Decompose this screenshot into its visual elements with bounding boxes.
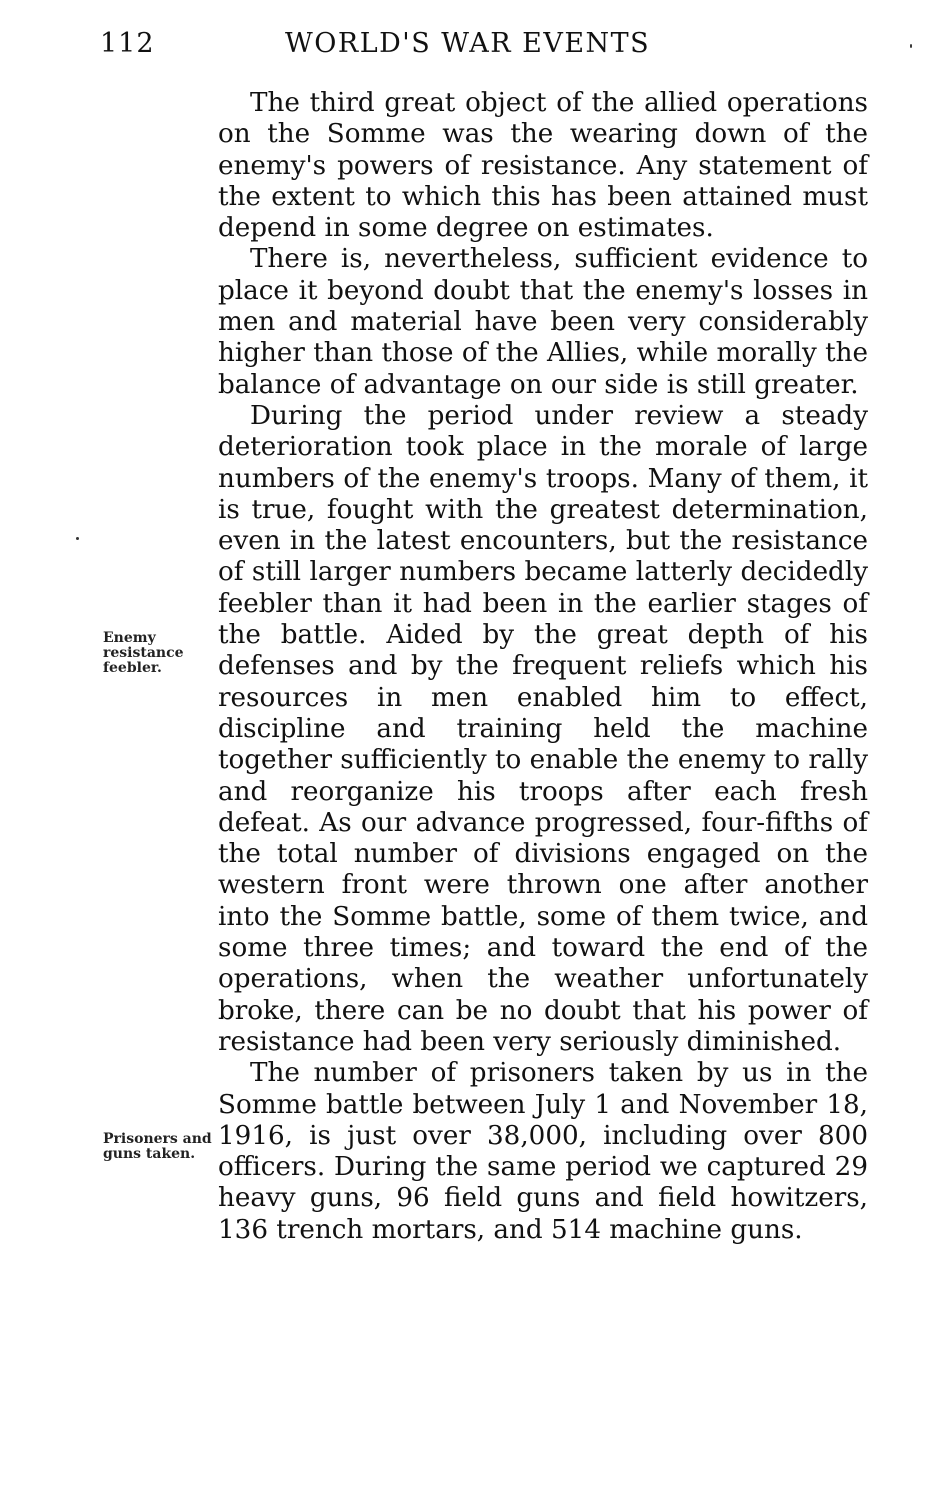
body-text xyxy=(218,88,868,1246)
print-speck xyxy=(910,44,912,48)
paragraph-morale: During the period under review a steady deterioration took place in the morale of large numbers of the enemy's troops. Many of them, it is true, fought with the greatest determination, even in the latest encounters, but the resistance of still larger numbers became latterly decidedly feebler than it had been in the earlier stages of the battle. Aided by the great depth of his defenses and by the frequent reliefs which his resources in men enabled him to effect, discipline and training held the machine together sufficiently to enable the enemy to rally and reorganize his troops after each fresh defeat. As our advance progressed, four-fifths of the total number of divisions engaged on the western front were thrown one after another into the Somme battle, some of them twice, and some three times; and toward the end of the operations, when the weather unfortunately broke, there can be no doubt that his power of resistance had been very seriously diminished. xyxy=(218,400,868,1057)
paragraph-wearing-down: The third great object of the allied operations on the Somme was the wearing down of the enemy's powers of resistance. Any statement of the extent to which this has been attained must depend in some degree on estimates. xyxy=(218,88,868,244)
running-head-title: WORLD'S WAR EVENTS xyxy=(285,28,651,59)
paragraph-prisoners: The number of prisoners taken by us in the Somme battle between July 1 and November 18, 1916, is just over 38,000, including over 800 officers. During the same period we captured 29 heavy guns, 96 field guns and field howitzers, 136 trench mortars, and 514 machine guns. xyxy=(218,1058,868,1245)
running-header xyxy=(100,28,870,68)
page-number: 112 xyxy=(100,28,155,59)
margin-note-enemy-resistance: Enemy resistance feebler. xyxy=(103,630,184,676)
margin-note-prisoners-guns: Prisoners and guns taken. xyxy=(103,1131,212,1162)
paragraph-losses: There is, nevertheless, sufficient evidence to place it beyond doubt that the enemy's losses in men and material have been very considerably higher than those of the Allies, while morally the balance of advantage on our side is still greater. xyxy=(218,244,868,400)
print-speck xyxy=(76,537,79,540)
